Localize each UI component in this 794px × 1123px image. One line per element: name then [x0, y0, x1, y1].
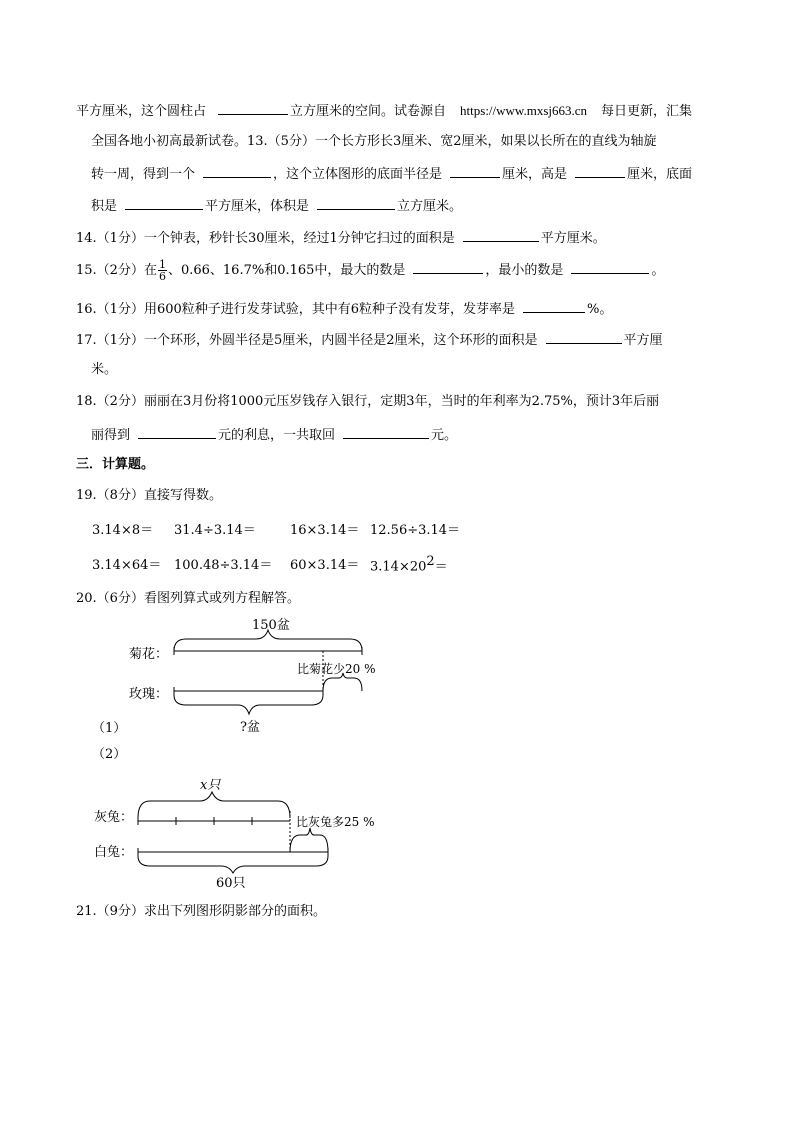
fraction-one-sixth: $\frac{1}{6}$: [158, 258, 166, 283]
diagram1-bottom-label: ?盆: [240, 720, 260, 735]
q17: 17.（1分）一个环形，外圆半径是5厘米，内圆半径是2厘米，这个环形的面积是 平方厘: [76, 330, 663, 350]
q14: 14.（1分）一个钟表，秒针长30厘米，经过1分钟它扫过的面积是 平方厘米。: [76, 228, 606, 248]
diagram2-label-grey-rabbit: 灰兔：: [94, 810, 134, 825]
diagram1-label-rose: 玫瑰：: [129, 687, 169, 702]
diagram2-bottom-brace: [138, 856, 328, 873]
calc-item: 12.56÷3.14＝: [370, 523, 461, 538]
calc-item: 60×3.14＝: [290, 558, 360, 573]
diagram1-note: 比菊花少20 %: [297, 662, 376, 676]
diagram2-label-white-rabbit: 白兔：: [94, 845, 134, 860]
q16: 16.（1分）用600粒种子进行发芽试验，其中有6粒种子没有发芽，发芽率是 %。: [76, 299, 612, 319]
q12-continuation: 平方厘米，这个圆柱占 立方厘米的空间。试卷源自 https://www.mxsj663.cn 每日更新，汇集: [76, 103, 693, 119]
q13-line1: 全国各地小初高最新试卷。13.（5分）一个长方形长3厘米、宽2厘米，如果以长所在的直线为轴旋: [91, 134, 657, 149]
q20-part2-label: （2）: [92, 747, 127, 762]
diagram2-bottom-label: 60只: [216, 876, 246, 891]
calc-item: 3.14×64＝: [92, 558, 162, 573]
calc-item: 16×3.14＝: [290, 523, 360, 538]
source-url: https://www.mxsj663.cn: [460, 103, 588, 118]
q17-cont: 米。: [91, 362, 118, 377]
q19-title: 19.（8分）直接写得数。: [76, 488, 222, 503]
q21: 21.（9分）求出下列图形阴影部分的面积。: [76, 904, 326, 919]
q20-part1-label: （1）: [92, 721, 127, 736]
diagram1-label-chrysanthemum: 菊花：: [129, 647, 169, 662]
q20-title: 20.（6分）看图列算式或列方程解答。: [76, 591, 300, 606]
calc-item: 31.4÷3.14＝: [174, 523, 256, 538]
q13-line2: 转一周，得到一个 ，这个立体图形的底面半径是 厘米，高是 厘米，底面: [91, 164, 692, 184]
q18-line2: 丽得到 元的利息，一共取回 元。: [91, 425, 457, 445]
diagram2-note: 比灰兔多25 %: [296, 815, 375, 829]
q18-line1: 18.（2分）丽丽在3月份将1000元压岁钱存入银行，定期3年，当时的年利率为2.75%，预计3年后丽: [76, 394, 660, 409]
q15: 15.（2分）在 $\frac{1}{6}$ 、0.66、16.7%和0.165中，最大的数是 ，最小的数是 。: [76, 258, 665, 283]
diagram2-top-brace: [138, 792, 290, 818]
diagram2-difference-brace: [290, 828, 328, 852]
diagram1-bottom-brace: [174, 695, 323, 714]
section-heading: 三．计算题。: [76, 457, 155, 472]
diagram1-top-brace: [174, 630, 362, 651]
calc-item: 3.14×202＝: [370, 554, 448, 575]
calc-item: 100.48÷3.14＝: [174, 558, 273, 573]
diagram1-top-label: 150盆: [252, 618, 290, 633]
calc-item: 3.14×8＝: [92, 523, 154, 538]
diagram2-top-label: x只: [200, 778, 221, 793]
q13-line3: 积是 平方厘米，体积是 立方厘米。: [91, 196, 462, 216]
diagram1-difference-brace: [323, 673, 362, 691]
